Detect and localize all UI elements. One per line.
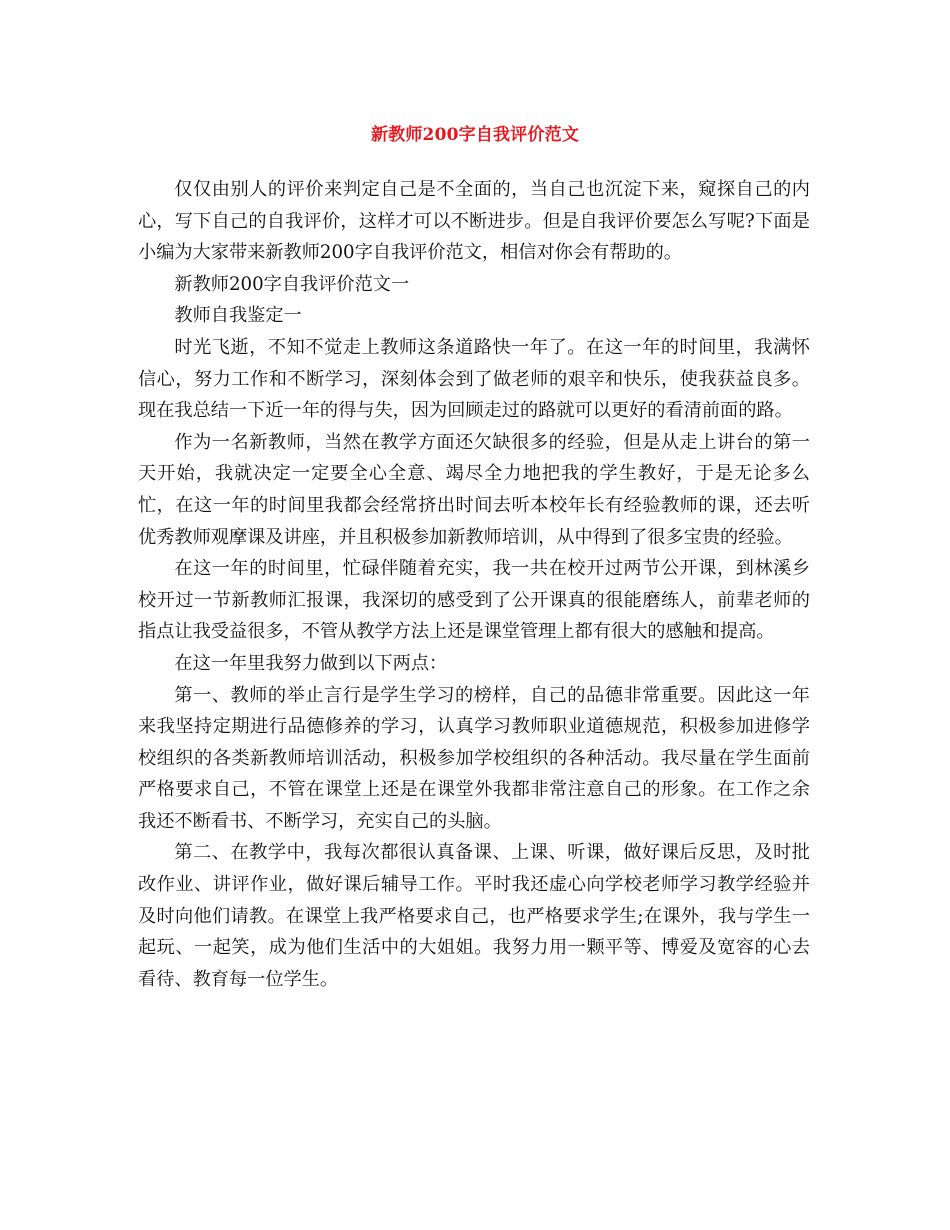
paragraph-two-points: 在这一年里我努力做到以下两点：	[174, 652, 448, 674]
paragraph-new-teacher: 作为一名新教师，当然在教学方面还欠缺很多的经验，但是从走上讲台的第一天开始，我就决定一定要全心全意、竭尽全力地把我的学生教好，于是无论多么忙，在这一年的时间里我都会经常挤出时间去听本校年长有经验教师的课，还去听优秀教师观摩课及讲座，并且积极参加新教师培训，从中得到了很多宝贵的经验。	[138, 431, 810, 548]
paragraph-subheading: 教师自我鉴定一	[174, 305, 302, 327]
paragraph-open-classes: 在这一年的时间里，忙碌伴随着充实，我一共在校开过两节公开课，到林溪乡校开过一节新教师汇报课，我深切的感受到了公开课真的很能磨练人，前辈老师的指点让我受益很多，不管从教学方法上还是课堂管理上都有很大的感触和提高。	[138, 558, 810, 643]
paragraph-time-flies: 时光飞逝，不知不觉走上教师这条道路快一年了。在这一年的时间里，我满怀信心，努力工作和不断学习，深刻体会到了做老师的艰辛和快乐，使我获益良多。现在我总结一下近一年的得与失，因为回顾走过的路就可以更好的看清前面的路。	[138, 336, 810, 422]
document-body	[138, 174, 810, 995]
paragraph-point-two: 第二、在教学中，我每次都很认真备课、上课、听课，做好课后反思，及时批改作业、讲评作业，做好课后辅导工作。平时我还虚心向学校老师学习教学经验并及时向他们请教。在课堂上我严格要求自己，也严格要求学生;在课外，我与学生一起玩、一起笑，成为他们生活中的大姐姐。我努力用一颗平等、博爱及宽容的心去看待、教育每一位学生。	[138, 842, 810, 990]
paragraph-point-one: 第一、教师的举止言行是学生学习的榜样，自己的品德非常重要。因此这一年来我坚持定期进行品德修养的学习，认真学习教师职业道德规范，积极参加进修学校组织的各类新教师培训活动，积极参加学校组织的各种活动。我尽量在学生面前严格要求自己，不管在课堂上还是在课堂外我都非常注意自己的形象。在工作之余我还不断看书、不断学习，充实自己的头脑。	[138, 684, 810, 832]
paragraph-intro: 仅仅由别人的评价来判定自己是不全面的，当自己也沉淀下来，窥探自己的内心，写下自己的自我评价，这样才可以不断进步。但是自我评价要怎么写呢?下面是小编为大家带来新教师200字自我评价范文，相信对你会有帮助的。	[138, 179, 810, 264]
document-title: 新教师200字自我评价范文	[370, 125, 580, 145]
paragraph-section-heading: 新教师200字自我评价范文一	[174, 273, 410, 295]
